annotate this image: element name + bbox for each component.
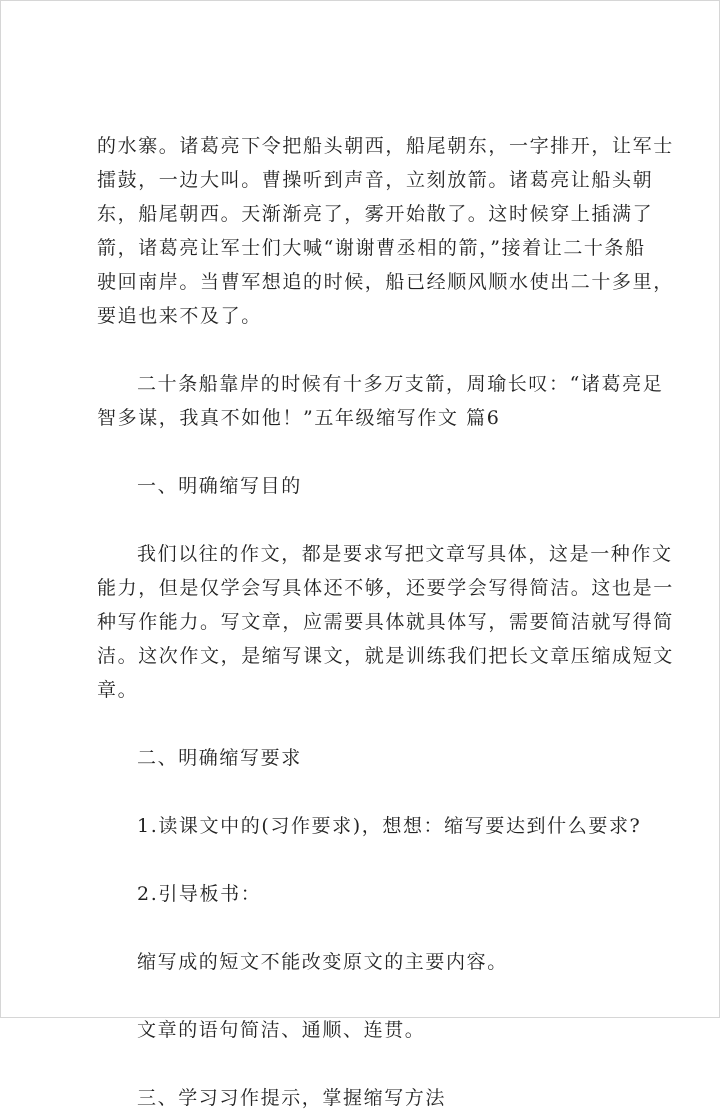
text-line: 的水寨。诸葛亮下令把船头朝西，船尾朝东，一字排开，让军士	[97, 135, 674, 157]
text-line: 东，船尾朝西。天渐渐亮了，雾开始散了。这时候穿上插满了	[97, 203, 654, 225]
text-line: 缩写成的短文不能改变原文的主要内容。	[137, 951, 508, 973]
text-line: 文章的语句简洁、通顺、连贯。	[137, 1019, 426, 1041]
paragraph-gap	[97, 435, 645, 469]
paragraph-gap	[97, 707, 645, 741]
list-item	[97, 877, 645, 911]
text-line: 擂鼓，一边大叫。曹操听到声音，立刻放箭。诸葛亮让船头朝	[97, 169, 654, 191]
paragraph-gap	[97, 979, 645, 1013]
text-line: 三、学习习作提示，掌握缩写方法	[137, 1087, 447, 1109]
paragraph-gap	[97, 333, 645, 367]
text-line: 二十条船靠岸的时候有十多万支箭，周瑜长叹：“诸葛亮足	[137, 373, 664, 395]
text-line: 能力，但是仅学会写具体还不够，还要学会写得简洁。这也是一	[97, 577, 674, 599]
paragraph	[97, 1013, 645, 1047]
paragraph-gap	[97, 843, 645, 877]
text-line: 智多谋，我真不如他！”五年级缩写作文 篇6	[97, 407, 501, 429]
paragraph-gap	[97, 503, 645, 537]
text-line: 洁。这次作文，是缩写课文，就是训练我们把长文章压缩成短文	[97, 645, 674, 667]
text-line: 要追也来不及了。	[97, 305, 262, 327]
paragraph	[97, 367, 664, 435]
paragraph	[97, 537, 674, 707]
section-heading	[97, 741, 645, 775]
text-line: 箭，诸葛亮让军士们大喊“谢谢曹丞相的箭，”接着让二十条船	[97, 237, 646, 259]
document-body	[97, 129, 674, 1115]
section-heading	[97, 1081, 645, 1115]
paragraph-gap	[97, 911, 645, 945]
text-line: 1.读课文中的(习作要求)，想想：缩写要达到什么要求?	[137, 815, 642, 837]
text-line: 章。	[97, 679, 139, 701]
paragraph	[97, 129, 674, 333]
paragraph-gap	[97, 775, 645, 809]
text-line: 种写作能力。写文章，应需要具体就具体写，需要简洁就写得简	[97, 611, 674, 633]
list-item	[97, 809, 645, 843]
paragraph	[97, 945, 645, 979]
text-line: 二、明确缩写要求	[137, 747, 302, 769]
text-line: 我们以往的作文，都是要求写把文章写具体，这是一种作文	[137, 543, 673, 565]
paragraph-gap	[97, 1047, 645, 1081]
text-line: 一、明确缩写目的	[137, 475, 302, 497]
text-line: 驶回南岸。当曹军想追的时候，船已经顺风顺水使出二十多里，	[97, 271, 674, 293]
section-heading	[97, 469, 645, 503]
text-line: 2.引导板书：	[137, 883, 262, 905]
